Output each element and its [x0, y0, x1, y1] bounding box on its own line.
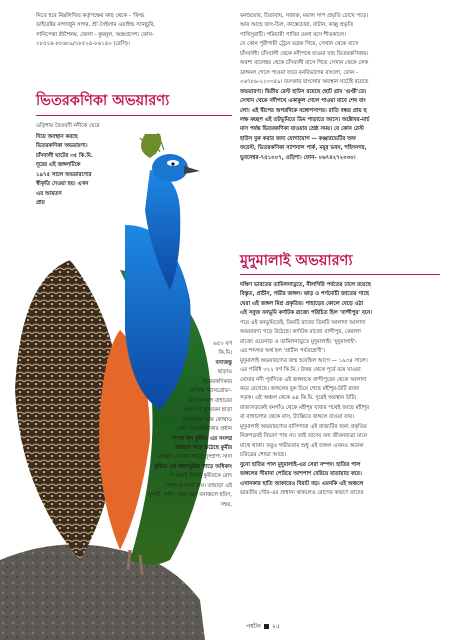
text-line: এর অপরূপ বাহারের: [188, 397, 232, 404]
text-line: ০৬৭৮৬-২২০৩৫৯। চমৎকার বাংলোর অবস্থান ঘাটেই রয়েছে: [240, 79, 369, 86]
text-line: বন্যজন্তু: [215, 359, 232, 366]
text-line: সুন্দরী, গাইন গাছে ভরা বনাঞ্চলে হরিণ,: [148, 492, 232, 499]
text-line: লো। এই দ্বীপের অপরদিকে বঙ্গোপসাগর। রাতি বন্ধর প্রায় ছ: [240, 107, 367, 114]
text-line: মুদুমালাই অভয়ারণ্যের জন্ম হয়েছিল আগে — ১৯৩৪ সালে।: [240, 357, 368, 364]
text-line: এখানকার হাতি আকারেও বিরাট বড়। এমনকি এই অঞ্চলে: [240, 480, 364, 487]
text-line: বুনো হাতির পাল মুদুমালাই-এর সেরা সম্পদ। হাতির পাল: [240, 461, 361, 468]
text-line: বিস্তৃত, প্রাচীন, গভীর জঙ্গল। ঝাড় ও পর্ণমোচী জাতের গাছে: [240, 291, 369, 298]
square-bullet-icon: [264, 624, 269, 629]
text-line: এর আয়তন: [36, 190, 62, 197]
text-line: নেই। ভিতরকণিকার প্রধান: [177, 426, 232, 433]
text-line: এর পরিধি ৩২২ বর্গ কি.মি.। উত্তর থেকে পূর্বে বয়ে যাওয়া: [240, 367, 361, 374]
text-line: সেখান থেকে নদীপথে একাকুল গেলে পাওয়া যাবে শেষ বাং: [240, 98, 366, 105]
text-line: প্রায়: [36, 200, 45, 207]
mudumalai-heading: মুদুমালাই অভয়ারণ্য: [240, 253, 353, 269]
magazine-name: পর্যটন: [246, 623, 261, 630]
text-line: জন্য। যা সুন্দরবন ছাড়া: [183, 407, 232, 414]
text-line: বনশুয়োর, চিতাবাঘ, সজারু, ময়াল সাপ প্রভৃতি চোখে পড়ে।: [240, 13, 369, 19]
text-line: পাখিসুরাটি। পরিযায়ী পাখির মেলা বসে শীতকালে।: [240, 31, 346, 38]
text-line: নিতে হবে নিম্নলিখিত কর্তৃপক্ষের কাছ থেকে - 'ফিল্ড: [36, 13, 145, 19]
text-line: ছাড়াও: [217, 369, 232, 376]
intro-paragraph: [36, 12, 232, 60]
text-line: ডাইরেক্টর নাগার্জুন সাগর, শ্রী সৈইলাম ওয়াইল্ড স্যান্চুরি,: [36, 22, 156, 29]
text-line: ভারতীয় গৌর-এর প্রাধান্য থাকলেও রোগের কারণে তাদের: [240, 489, 364, 496]
bhitarkanika-heading: ভিতরকণিকা অভয়ারণ্য: [36, 93, 170, 109]
text-line: ভারতবর্ষে আর কোথাও: [182, 416, 232, 423]
text-line: মাথে থাকা। তবুও গভীরতার শুধু এই জঙ্গল এখনও অনেক: [240, 442, 364, 449]
page-number: ২৫: [271, 623, 280, 630]
text-line: নিরুপদ্রবই বিচরণ পায় না। তাই তাদের বন্য জীবনযাত্রা মানে: [240, 433, 367, 440]
bhitarkanika-text-upper: [36, 133, 132, 211]
text-line: রাজ্যসড়কেই বনগাঁও থেকে মহীশূর যাবার পথেই আছে মহীশূর: [240, 404, 370, 411]
bhitarkanika-text-lower: [96, 340, 232, 636]
text-line: এই সবুজ বনভূমি কর্ণাটক রাজ্যে পরিচিত হিল 'বান্দীপুর' বনে।: [240, 310, 373, 317]
text-line: মুদুমালাই অভয়ারণ্যের বাসিন্দারা এই রাজ্যটির জন্য প্রকৃতির: [240, 423, 367, 430]
text-line: ০৮৫২৪-৮৮৬৮৯/০৮৫২৪-৮৬১৪০ (রেসি)।: [36, 41, 130, 48]
text-line: কুমীর। এর জলাভূমির পাড়ে অধিকাং: [154, 463, 232, 470]
text-line: ডাঙ্গমল গেলে পাওয়া যাবে বনবিভাগের বাংলো, ফোন -: [240, 69, 358, 76]
text-line: ভিতরকণিকা অভয়ারণ্য।: [36, 143, 88, 150]
page-footer: [246, 621, 280, 632]
text-line: প্রকল্প। সেখানে আছে দুষ্প্রাপ্য সাদা: [158, 454, 232, 461]
text-line: রাজ্যে ওয়েনাড় ও তামিলনাড়ুতে মুদুমালাই। 'মুদুমালাই'-: [240, 338, 357, 345]
text-line: পরে এই বনভূমিতেই, তিনটি রাজ্যে তিনটি আলাদা আলাদা: [240, 319, 366, 326]
text-line: চাঁদবালী। চাঁদবালী থেকে নদীপথে যাওয়া যায় ভিতরকণিকায়।: [240, 50, 369, 57]
text-line: হাউস বুক করার জন্য যোগাযোগ — কঞ্জারভেটির অফ: [240, 135, 356, 142]
bhitarkanika-subtitle: ওড়িশায় বৈতরণী নদীকে ঘেরে: [36, 123, 100, 129]
text-line: জঙ্গলের সীমানা পেরিয়ে আশপাশ বেরিয়ে যাতায়াত করে।: [240, 471, 362, 478]
text-line: লক্ষ কচ্ছপ এই তটভূমিতে ডিম পাড়াতে আসে। অক্টোবর-মার্চ: [240, 116, 370, 123]
text-line: ঘেরা এই জঙ্গল মিশ্র প্রকৃতির। পাহাড়ের কোলে বেড়ে ওঠা: [240, 300, 364, 307]
right-column-top: [240, 12, 440, 166]
text-line: ভিতরকণিকার: [202, 378, 232, 385]
text-line: সম্পদ হল কুমীর। এর সংলগ্ন: [171, 435, 232, 442]
text-line: শ সময়ই দিনেই কুমীরকে রোদ: [170, 473, 232, 480]
text-line: অভয়ারণ্য গড়ে উঠেছে। কর্ণাটক রাজ্যে বান্দীপুর, কেরালা: [240, 329, 361, 336]
heading-underline: [240, 274, 440, 275]
text-line: অঞ্চলে গড়ে উঠেছে কুমীর: [175, 444, 232, 451]
text-line: সম্বর,: [220, 501, 232, 508]
text-line: যে কোন পুরীগামী ট্রেনে ভদ্রক গিয়ে, সেখান থেকে বাসে: [240, 41, 359, 48]
text-line: ফরেস্ট, ভিতরকণিকা ন্যাশনাল পার্ক, ময়ূর ভবন, শহিদনগর,: [240, 145, 367, 152]
mudumalai-body: [240, 281, 440, 617]
text-line: ৬৫০ বর্গ: [213, 341, 232, 347]
text-line: চরিত্রের শোভা আছে।: [240, 452, 287, 459]
heading-underline: [36, 115, 232, 116]
text-line: মাস পর্যন্ত ভিতরকণিকা যাওয়ার শ্রেষ্ঠ সময়। যে কোন রেস্ট: [240, 126, 364, 133]
text-line: কি.মি।: [218, 350, 232, 357]
text-line: দক্ষিণ ভারতের তামিলনাড়ুতে, নীলগিরি পর্বতের ঢালে রয়েছে: [240, 282, 371, 288]
text-line: ১৯৭৫ সালে অভয়ারণ্যের: [36, 171, 92, 178]
text-line: ভুবনেশ্বর-৭৫১০০৭, ওড়িশা। ফোন- ০৬৭৪২৭২০৩০।: [240, 154, 356, 161]
text-line: এর শব্দগত অর্থ হল 'প্রাচীন পর্বতশ্রেণী'।: [240, 348, 325, 355]
text-line: সানিপেন্তা শ্রীশৈলম, জেলা - কুরনুল, অন্ধ্রপ্রদেশ। ফোন-: [36, 31, 154, 38]
text-line: করে রেখেছে। জঙ্গলের বুক চিরে গেছে মহীশূর-উটি রাজ্য: [240, 385, 360, 392]
text-line: স্বীকৃতি দেওয়া হয়। এখন: [36, 181, 89, 188]
text-line: প্রসিদ্ধি 'ম্যানগ্রোভ'-: [189, 388, 232, 395]
text-line: আর আছে জাং-চিল, কাস্তেচোরা, বাটান, কাল্লু প্রভৃতি: [240, 22, 354, 29]
text-line: দিয়ে অবস্থান করছে: [36, 134, 78, 140]
text-line: চাঁদবালী ঘাটের ৩৫ কি.মি.: [36, 152, 93, 159]
text-line: মোয়ার নদী পূর্বদিকে এই জঙ্গলকে বান্দীপুরের থেকে আলাদা: [240, 376, 367, 383]
text-line: দূরের এই জঙ্গলটিকে: [36, 162, 81, 169]
text-line: অভয়ারণ্য। দ্বিতীয় রেস্ট হাউস রয়েছে ছোট গ্রাম 'গুপ্তী'তে।: [240, 88, 367, 95]
text-line: বা বাঙ্গালোর থেকে বাস, ট্যাক্সিতে জঙ্গলে যাওয়া যায়।: [240, 414, 354, 421]
text-line: পোহাতে দেখা যায়। তাছাড়া এই: [164, 482, 232, 489]
text-line: অবশ্য বালেশ্বর থেকে চাঁদবালী বাসে গিয়ে সেখান থেকে লেক: [240, 60, 369, 67]
text-line: সড়ক। এই অঞ্চল থেকে ৬৪ কি.মি. দূরেই অবস্থান উটি।: [240, 395, 357, 402]
